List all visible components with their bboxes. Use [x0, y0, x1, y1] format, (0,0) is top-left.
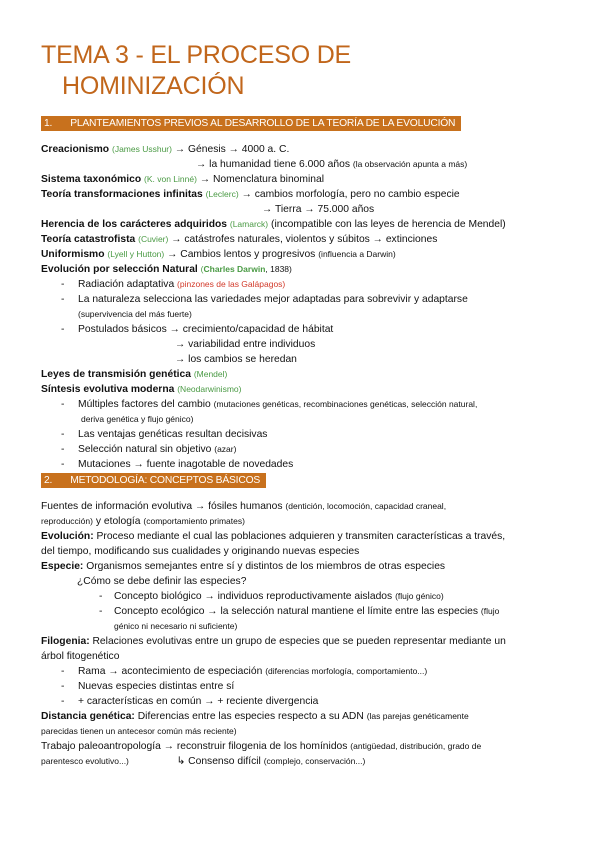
postulados-continuation	[41, 337, 584, 352]
item-text: Rama → acontecimiento de especiación	[78, 666, 263, 677]
item-text: Nuevas especies distintas entre sí	[78, 681, 235, 692]
sintesis-entry	[41, 382, 584, 397]
note: (complejo, conservación...)	[263, 756, 366, 766]
definition: Proceso mediante el cual las poblaciones adquieren y transmiten características a través,	[96, 531, 506, 542]
filogenia-entry	[41, 634, 584, 649]
item-note: (pinzones de las Galápagos)	[177, 279, 286, 289]
author-paren: (	[200, 264, 204, 274]
definition: Fuentes de información evolutiva → fósiles humanos	[41, 501, 283, 512]
bullet: -	[61, 279, 65, 290]
list-item	[41, 277, 584, 292]
postulados-continuation	[41, 352, 584, 367]
author: (Cuvier)	[138, 234, 169, 244]
section-2-content	[41, 499, 584, 769]
item-text: Las ventajas genéticas resultan decisivas	[78, 429, 268, 440]
term: Leyes de transmisión genética	[41, 369, 191, 380]
creacionismo-entry	[41, 142, 584, 157]
bullet: -	[61, 681, 65, 692]
trabajo-entry	[41, 739, 584, 754]
taxonomico-entry	[41, 172, 584, 187]
list-item	[41, 427, 584, 442]
item-note: (mutaciones genéticas, recombinaciones genéticas, selección natural,	[213, 399, 478, 409]
note: (la observación apunta a más)	[352, 159, 468, 169]
item-note: (diferencias morfología, comportamiento...)	[265, 666, 428, 676]
filogenia-continuation	[41, 649, 584, 664]
item-text: Múltiples factores del cambio	[78, 399, 211, 410]
note: (influencia a Darwin)	[318, 249, 396, 259]
trabajo-continuation	[41, 754, 584, 769]
list-item	[41, 292, 584, 307]
uniformismo-entry	[41, 247, 584, 262]
section-label: PLANTEAMIENTOS PREVIOS AL DESARROLLO DE LA TEORÍA DE LA EVOLUCIÓN	[70, 118, 456, 129]
bullet: -	[61, 294, 65, 305]
note: parentesco evolutivo...)	[41, 756, 129, 766]
term: Herencia de los carácteres adquiridos	[41, 219, 227, 230]
bullet: -	[61, 696, 65, 707]
transformaciones-continuation	[41, 202, 584, 217]
list-item	[41, 679, 584, 694]
list-item	[41, 397, 584, 412]
term: Creacionismo	[41, 144, 110, 155]
definition: → Génesis → 4000 a. C.	[174, 144, 290, 155]
list-item	[41, 589, 584, 604]
item-text: Radiación adaptativa	[78, 279, 175, 290]
item-text: Selección natural sin objetivo	[78, 444, 212, 455]
bullet: -	[61, 429, 65, 440]
item-note: (flujo génico)	[395, 591, 444, 601]
item-text: → los cambios se heredan	[175, 354, 297, 365]
author	[201, 264, 292, 274]
distancia-entry	[41, 709, 584, 724]
fuentes-entry	[41, 499, 584, 514]
list-item	[41, 442, 584, 457]
catastrofista-entry	[41, 232, 584, 247]
term: Evolución por selección Natural	[41, 264, 198, 275]
definition: del tiempo, modificando sus cualidades y originando nuevas especies	[41, 546, 360, 557]
item-note: deriva genética y flujo génico)	[81, 414, 194, 424]
note: (antigüedad, distribución, grado de	[350, 741, 482, 751]
evolucion-seleccion-entry	[41, 262, 584, 277]
author: (Leclerc)	[205, 189, 239, 199]
author: (Lyell y Hutton)	[107, 249, 165, 259]
definition: → cambios morfología, pero no cambio especie	[241, 189, 460, 200]
author: (James Usshur)	[111, 144, 172, 154]
especie-question	[41, 574, 584, 589]
evolucion-entry	[41, 529, 584, 544]
creacionismo-continuation	[41, 157, 584, 172]
item-text: + características en común → + reciente divergencia	[78, 696, 319, 707]
definition: → Tierra → 75.000 años	[262, 204, 375, 215]
author: (Mendel)	[193, 369, 228, 379]
item-note: (flujo	[480, 606, 500, 616]
note: reproducción)	[41, 516, 93, 526]
leyes-entry	[41, 367, 584, 382]
note: (las parejas genéticamente	[366, 711, 469, 721]
fuentes-continuation	[41, 514, 584, 529]
term: Distancia genética:	[41, 711, 135, 722]
item-note: (azar)	[214, 444, 237, 454]
author: (Neodarwinismo)	[177, 384, 242, 394]
distancia-continuation	[41, 724, 584, 739]
definition: y etología	[95, 516, 141, 527]
term: Uniformismo	[41, 249, 105, 260]
author: (Lamarck)	[229, 219, 269, 229]
term: Especie:	[41, 561, 84, 572]
return-arrow-icon: ↳	[176, 756, 186, 767]
term: Evolución:	[41, 531, 94, 542]
item-text: Postulados básicos → crecimiento/capacidad de hábitat	[78, 324, 334, 335]
title-line-1: TEMA 3 - EL PROCESO DE	[41, 41, 352, 69]
item-text: Concepto ecológico → la selección natural mantiene el límite entre las especies	[114, 606, 479, 617]
definition: (incompatible con las leyes de herencia de Mendel)	[271, 219, 506, 230]
definition: → la humanidad tiene 6.000 años	[196, 159, 350, 170]
definition: árbol fitogenético	[41, 651, 120, 662]
list-item	[41, 664, 584, 679]
bullet: -	[99, 606, 103, 617]
bullet: -	[61, 444, 65, 455]
list-item	[41, 457, 584, 472]
especie-entry	[41, 559, 584, 574]
note: (dentición, locomoción, capacidad craneal,	[285, 501, 447, 511]
definition: → Nomenclatura binominal	[199, 174, 325, 185]
definition: Consenso difícil	[188, 756, 261, 767]
question-text: ¿Cómo se debe definir las especies?	[77, 576, 247, 587]
evolucion-continuation	[41, 544, 584, 559]
definition: Diferencias entre las especies respecto a su ADN	[137, 711, 364, 722]
item-text: Concepto biológico → individuos reproductivamente aislados	[114, 591, 393, 602]
definition: Relaciones evolutivas entre un grupo de especies que se pueden representar mediante un	[92, 636, 506, 647]
list-item	[41, 604, 584, 619]
list-item-continuation	[41, 619, 584, 634]
author-name: Charles Darwin	[203, 264, 266, 274]
author-year: , 1838)	[265, 264, 292, 274]
item-text: Mutaciones → fuente inagotable de novedades	[78, 459, 294, 470]
list-item	[41, 694, 584, 709]
bullet: -	[61, 666, 65, 677]
list-item-continuation	[41, 412, 584, 427]
title-line-2: HOMINIZACIÓN	[62, 72, 245, 100]
herencia-entry	[41, 217, 584, 232]
definition: Trabajo paleoantropología → reconstruir filogenia de los homínidos	[41, 741, 348, 752]
definition: Organismos semejantes entre sí y distintos de los miembros de otras especies	[86, 561, 446, 572]
term: Sistema taxonómico	[41, 174, 142, 185]
page-title	[41, 40, 561, 102]
list-item	[41, 322, 584, 337]
term: Síntesis evolutiva moderna	[41, 384, 175, 395]
definition: → catástrofes naturales, violentos y súbitos → extinciones	[171, 234, 438, 245]
list-item-continuation	[41, 307, 584, 322]
item-note: génico ni necesario ni suficiente)	[114, 621, 238, 631]
section-label: METODOLOGÍA: CONCEPTOS BÁSICOS	[70, 475, 261, 486]
bullet: -	[61, 324, 65, 335]
term: Filogenia:	[41, 636, 90, 647]
bullet: -	[61, 399, 65, 410]
item-text: → variabilidad entre individuos	[175, 339, 316, 350]
note: parecidas tienen un antecesor común más reciente)	[41, 726, 237, 736]
section-heading-2	[41, 473, 266, 488]
item-text: La naturaleza selecciona las variedades mejor adaptadas para sobrevivir y adaptarse	[78, 294, 468, 305]
section-number: 2.	[44, 475, 53, 486]
term: Teoría transformaciones infinitas	[41, 189, 203, 200]
note: (comportamiento primates)	[143, 516, 245, 526]
definition: → Cambios lentos y progresivos	[167, 249, 316, 260]
item-note: (supervivencia del más fuerte)	[78, 309, 192, 319]
author: (K. von Linné)	[144, 174, 197, 184]
section-heading-1	[41, 116, 461, 131]
transformaciones-entry	[41, 187, 584, 202]
section-number: 1.	[44, 118, 53, 129]
bullet: -	[61, 459, 65, 470]
section-1-content	[41, 142, 584, 472]
bullet: -	[99, 591, 103, 602]
term: Teoría catastrofista	[41, 234, 136, 245]
